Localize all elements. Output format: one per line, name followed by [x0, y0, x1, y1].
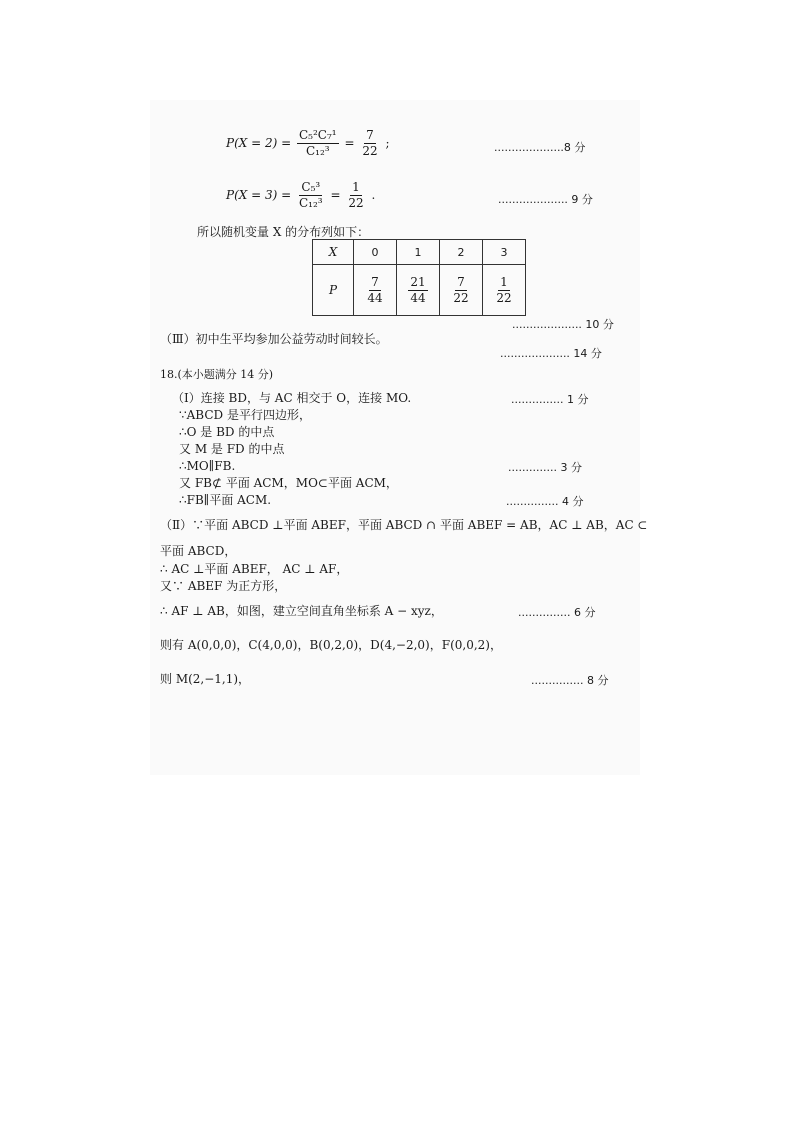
fraction-numerator: C₅²C₇¹: [299, 128, 337, 142]
fraction-denominator: 44: [410, 290, 426, 305]
score-marker: .................... 14 分: [500, 347, 602, 360]
distribution-table: [312, 239, 526, 316]
fraction-numerator: C₅³: [301, 180, 321, 194]
formula-p-x-3: [226, 180, 375, 211]
formula-p-x-2: [226, 128, 389, 159]
table-row: [313, 240, 526, 265]
fraction-probability: [494, 275, 513, 306]
equals-sign: =: [330, 188, 341, 202]
table-cell: 3: [483, 240, 526, 265]
fraction-numerator: 1: [500, 274, 508, 289]
score-marker: .............. 3 分: [508, 461, 582, 474]
fraction-denominator: 22: [362, 144, 378, 158]
fraction-result: [346, 180, 365, 211]
fraction-combination: [297, 180, 325, 211]
proof-line: ∵ABCD 是平行四边形，: [179, 408, 311, 422]
fraction-result: [360, 128, 379, 159]
proof-line: 平面 ABCD，: [160, 544, 237, 558]
fraction-denominator: C₁₂³: [299, 196, 323, 210]
proof-line: （Ⅱ）∵平面 ABCD ⊥平面 ABEF，平面 ABCD ∩ 平面 ABEF = AB，AC ⊥ AB，AC ⊂: [160, 518, 648, 532]
table-cell: [354, 265, 397, 316]
fraction-numerator: 7: [366, 128, 374, 142]
score-marker: .................... 10 分: [512, 318, 614, 331]
table-row: [313, 265, 526, 316]
proof-line: ∴O 是 BD 的中点: [179, 425, 275, 439]
fraction-numerator: 7: [457, 274, 465, 289]
fraction-numerator: 1: [352, 180, 360, 194]
part3-answer: （Ⅲ）初中生平均参加公益劳动时间较长。: [160, 332, 388, 346]
fraction-probability: [451, 275, 470, 306]
table-cell: 1: [397, 240, 440, 265]
score-marker: ....................8 分: [494, 141, 586, 154]
proof-line: ∴FB∥平面 ACM.: [179, 493, 272, 507]
table-cell: [483, 265, 526, 316]
fraction-denominator: C₁₂³: [305, 144, 330, 158]
fraction-numerator: 7: [371, 274, 379, 289]
table-header-x: X: [313, 240, 354, 265]
proof-line: ∴MO∥FB.: [179, 459, 236, 473]
table-cell: 2: [440, 240, 483, 265]
table-intro: 所以随机变量 X 的分布列如下：: [197, 225, 370, 239]
fraction-denominator: 22: [453, 290, 469, 305]
fraction-numerator: 21: [410, 274, 426, 289]
proof-line: 又 FB⊄ 平面 ACM，MO⊂平面 ACM，: [179, 476, 398, 490]
fraction-probability: [408, 275, 427, 306]
proof-line: ∴ AF ⊥ AB，如图，建立空间直角坐标系 A − xyz，: [160, 604, 443, 618]
proof-line: 又 M 是 FD 的中点: [179, 442, 285, 456]
question-18-title: 18.(本小题满分 14 分): [160, 368, 274, 381]
fraction-probability: [365, 275, 384, 306]
fraction-denominator: 22: [348, 196, 364, 210]
proof-line: 又∵ ABEF 为正方形，: [160, 579, 287, 593]
proof-line: ∴ AC ⊥平面 ABEF， AC ⊥ AF，: [160, 562, 349, 576]
fraction-denominator: 22: [496, 290, 512, 305]
score-marker: ............... 8 分: [531, 674, 609, 687]
score-marker: ............... 1 分: [511, 393, 589, 406]
proof-line: 则有 A(0,0,0)，C(4,0,0)，B(0,2,0)，D(4,−2,0)，F(0,0,2)，: [160, 638, 502, 652]
fraction-combination: [297, 128, 339, 159]
table-cell: [397, 265, 440, 316]
table-cell: 0: [354, 240, 397, 265]
formula-lhs: P(X = 3) =: [226, 188, 292, 202]
score-marker: .................... 9 分: [498, 193, 593, 206]
proof-line: （Ⅰ）连接 BD，与 AC 相交于 O，连接 MO.: [172, 391, 412, 405]
proof-line: 则 M(2,−1,1)，: [160, 672, 251, 686]
fraction-denominator: 44: [367, 290, 383, 305]
formula-lhs: P(X = 2) =: [226, 136, 292, 150]
table-header-p: P: [313, 265, 354, 316]
table-cell: [440, 265, 483, 316]
score-marker: ............... 6 分: [518, 606, 596, 619]
formula-tail: ;: [385, 136, 390, 150]
equals-sign: =: [344, 136, 355, 150]
score-marker: ............... 4 分: [506, 495, 584, 508]
formula-tail: .: [371, 188, 376, 202]
